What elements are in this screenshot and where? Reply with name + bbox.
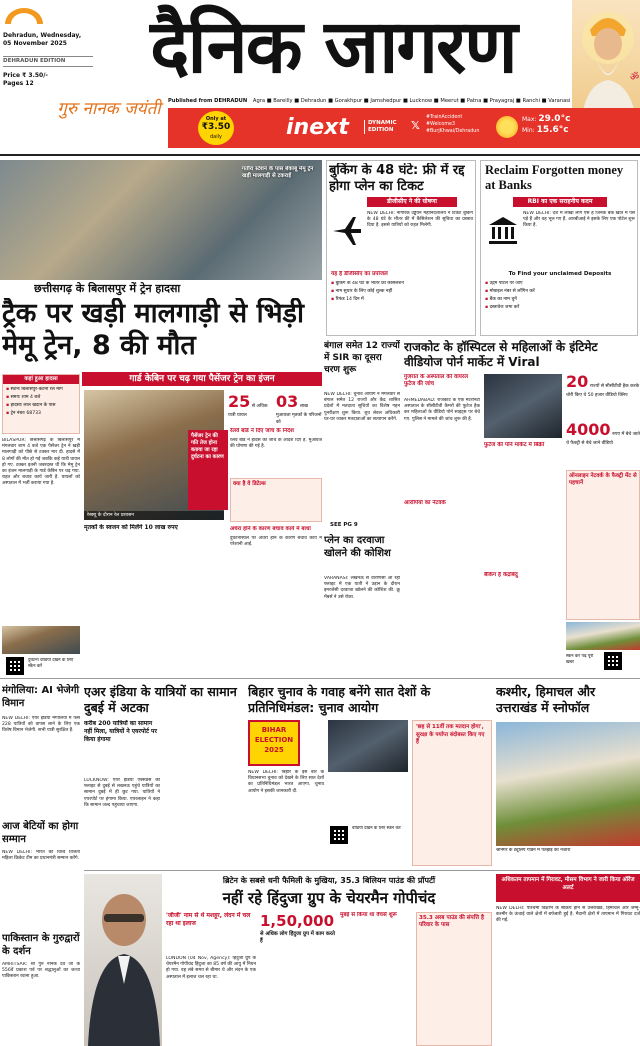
rajkot-bottom-photo: [566, 622, 640, 650]
hinduja-stat-number: 1,50,000: [260, 912, 335, 930]
inext-daily: daily: [210, 133, 222, 140]
darkness-heading: अंधेरा होने के कारण बचाव कार्य में बाधा: [230, 526, 311, 532]
followup-heading: मृतकों के स्वजन को मिलेंगे 10 लाख रुपए: [84, 524, 178, 531]
forgotten-point: ▪ मोबाइल नंबर से लॉगिन करें: [485, 289, 635, 295]
city-day: Dehradun, Wednesday,: [3, 32, 82, 39]
hinduja-body-2: [260, 960, 336, 1046]
edition: DEHRADUN EDITION: [3, 56, 93, 67]
booking-point: ▪ नाम सुधार के लिए कोई शुल्क नहीं: [331, 289, 471, 295]
airplane-icon: [331, 215, 363, 247]
pages: Pages 12: [3, 80, 34, 87]
rajkot-side-title: ऑनलाइन नेटवर्क के फैक्ट्री मेंट से पहचानें: [569, 473, 637, 486]
inext-tagline: DYNAMIC EDITION: [364, 120, 400, 134]
forgotten-point: ▪ बैंक का नाम चुनें: [485, 297, 635, 303]
lead-body: BILASPUR: छत्तीसगढ़ के बिलासपुर में मंगलवार शाम 4 बजे एक पैसेंजर ट्रेन ने खड़ी मालगाड़ी को पीछे से टक्कर मार दी. हादसे में 8 लोगों की मौत हो गई जबकि कई यात्री घायल हो गए. टक्कर इतनी जबरदस्त थी कि मेमू ट्रेन का इंजन मालगाड़ी के गार्ड केबिन पर चढ़ गया. राहत और बचाव कार्य जारी है. घायलों को अस्पताल में भर्ती कराया गया है.: [2, 438, 80, 487]
inext-strip: [168, 108, 640, 148]
sidebar-list: [6, 387, 78, 419]
snow-headline: कश्मीर, हिमाचल और उत्तराखंड में स्नोफॉल: [496, 684, 596, 715]
hinduja-stat-text: से अधिक लोग हिंदुजा ग्रुप में काम करते हैं: [260, 930, 335, 944]
forgotten-headline: Reclaim Forgotten money at Banks: [485, 163, 624, 192]
stat2-number: 03: [276, 392, 299, 411]
masthead-divider: [0, 154, 640, 156]
mid-divider: [0, 678, 640, 679]
hinduja-stat: [260, 912, 336, 956]
masthead: [0, 0, 640, 152]
stat2-text: लाख मुआवजा मृतकों के परिजनों को: [276, 404, 322, 424]
edition-cities: Agra ■ Bareilly ■ Dehradun ■ Gorakhpur ■ Jamshedpur ■ Lucknow ■ Meerut ■ Patna ■ Prayagraj ■ Ranchi ■ Varanasi: [252, 98, 571, 104]
booking-points: [331, 281, 471, 305]
airindia-pull-text: करीब 200 यात्रियों का सामान नहीं मिला, यात्रियों ने एयरपोर्ट पर किया हंगामा: [84, 720, 157, 743]
hinduja-kicker: ब्रिटेन के सबसे धनी फैमिली के मुखिया, 35.3 बिलियन पाउंड की प्रॉपर्टी: [222, 876, 436, 885]
booking-sub: यह है डीजीसीए का प्रपोजल: [331, 271, 388, 277]
photo2-caption: रेस्क्यू के दौरान रेल प्रशासन: [84, 511, 224, 520]
airindia-pull: [84, 720, 160, 776]
rajkot-sub1-text: [404, 510, 480, 540]
pull-quote-text: पैसेंजर ट्रेन की गति तेज होना बताया जा रहा दुर्घटना का कारण: [191, 433, 224, 460]
rajkot-qr-code[interactable]: [604, 652, 622, 670]
stat-box-1: [228, 392, 274, 424]
rajkot-qr-caption: स्कैन कर पढ़ें पूरी खबर: [566, 654, 594, 665]
x-icon: 𝕏: [411, 120, 420, 132]
hinduja-quote-text: 'जीजी' नाम से थे मशहूर, लंदन में चल रहा था इलाज: [166, 912, 251, 927]
lead-photo-caption: गतौरा स्टेशन के पास बेकाबू मेमू ट्रेन खड़ी मालगाड़ी से टकराई: [242, 166, 314, 179]
booking-story: [326, 160, 476, 336]
weather-readout: [522, 114, 602, 136]
hinduja-box2: [416, 912, 492, 1046]
lower-divider: [84, 870, 640, 871]
mid-heading: रेलवे बोर्ड ने दिए जांच के निर्देश: [230, 428, 294, 434]
snow-caption: श्रीनगर के ट्यूलिप गार्डन में पतझड़ का नजारा: [496, 848, 571, 853]
rajkot-stat1: [566, 372, 640, 416]
lead-sidebar: [2, 374, 80, 434]
rajkot-sub2-text: [484, 452, 562, 532]
forgotten-money-story: [480, 160, 638, 336]
rajkot-stat2-text: रुपए में बेचे जाते थे फैक्ट्री से बेचे जाने वीडियो: [566, 432, 640, 446]
forgotten-points: [485, 281, 635, 313]
lead-pull-quote: [188, 430, 228, 510]
airindia-headline: एअर इंडिया के यात्रियों का सामान दुबई में अटका: [84, 684, 237, 715]
hinduja-box1-title: मुंबई से किया था वेंचर्स शुरू: [340, 912, 397, 918]
bihar-qr-code[interactable]: [330, 826, 348, 844]
rajkot-stat1-number: 20: [566, 372, 589, 391]
guru-nanak-banner: [50, 94, 168, 150]
rajkot-tag: गुजरात के अस्पताल की वायरल फुटेज की जांच: [404, 374, 468, 387]
lead-subhead: गार्ड केबिन पर चढ़ गया पैसेंजर ट्रेन का इंजन: [82, 372, 322, 386]
darkness-text: दुर्घटनास्थल पर अंधेरा होने के कारण बचाव कार्य में परेशानी आई.: [230, 536, 322, 548]
airindia-body: LUCKNOW: एयर इंडिया एक्सप्रेस की फ्लाइट से दुबई से लखनऊ पहुंचे यात्रियों का सामान दुबई में ही छूट गया. यात्रियों ने एयरपोर्ट पर हंगामा किया. एयरलाइन ने कहा कि सामान जल्द पहुंचाया जाएगा.: [84, 778, 160, 808]
lead-photo: [0, 160, 322, 280]
sidebar-item: ▪ हादसाः लाल खदान के पास: [6, 403, 78, 409]
bihar-body: NEW DELHI: बिहार के इस बार के विधानसभा चुनाव को देखने के लिए सात देशों का प्रतिनिधिमंडल भारत आएगा. चुनाव आयोग ने इसकी जानकारी दी.: [248, 770, 324, 794]
rajkot-sub3-text: [484, 582, 562, 662]
sidebar-item: ▪ ट्रेन नंबरः 68733: [6, 411, 78, 417]
price: Price ₹ 3.50/-: [3, 72, 48, 79]
snow-photo: [496, 722, 640, 846]
max-label: Max:: [522, 116, 537, 123]
rajkot-headline: राजकोट के हॉस्पिटल से महिलाओं के इंटिमेट वीडियोज पोर्न मार्केट में Viral: [404, 340, 598, 369]
guru-nanak-text: गुरु नानक जयंती: [57, 99, 161, 119]
pakistan-body: AMRITSAR: श्री गुरु नानक देव जी के 556वें प्रकाश पर्व पर श्रद्धालुओं का जत्था पाकिस्तान रवाना हुआ.: [2, 962, 80, 980]
published-from: Published from DEHRADUN: [168, 98, 248, 104]
rajkot-stat2: [566, 420, 640, 464]
sir-see-page[interactable]: SEE PG 9: [330, 522, 358, 528]
lead-qr-caption: दुर्घटना वीडियो देखने के लिए स्कैन करें: [28, 658, 74, 669]
forgotten-find: To Find your unclaimed Deposits: [508, 271, 612, 277]
newspaper-title: दैनिक जागरण: [150, 4, 516, 90]
min-label: Min:: [522, 127, 535, 134]
booking-headline: बुकिंग के 48 घंटे: फ्री में रद्द होगा प्लेन का टिकट: [329, 163, 465, 194]
daughters-headline: आज बेटियों का होगा सम्मान: [2, 821, 79, 845]
rajkot-sub3: बैंकिंग है केंद्रबिंदु: [484, 572, 518, 578]
rajkot-stat2-number: 4000: [566, 420, 611, 439]
inext-price: ₹3.50: [201, 122, 231, 133]
forgotten-point: ▪ उद्गम पोर्टल पर जाएं: [485, 281, 635, 287]
hinduja-box1: [340, 912, 412, 1046]
rajkot-body: AHMEDABAD: राजकोट के एक मैटरनिटी अस्पताल के सीसीटीवी कैमरों की फुटेज हैक कर महिलाओं के वीडियो पोर्न साइट्स पर बेचे गए. पुलिस ने मामले की जांच शुरू की है.: [404, 398, 480, 422]
lead-location-line: छत्तीसगढ़ के बिलासपुर में ट्रेन हादसा: [34, 282, 181, 295]
rajkot-sub2: फुटेज की पोर्न मार्केट में बिक्री: [484, 442, 545, 448]
weather-bar-text: अधिकतम तापमान में गिरावट, मौसम विभाग ने जारी किया ऑरेंज अलर्ट: [501, 877, 635, 891]
airindia-body-2: [164, 720, 244, 868]
lead-headline: ट्रैक पर खड़ी मालगाड़ी से भिड़ी मेमू ट्रेन, 8 की मौत: [2, 298, 304, 361]
hinduja-box2-title: 35.3 अरब पाउंड की संपत्ति है परिवार के पास: [419, 915, 484, 928]
weather-bar: [496, 874, 640, 902]
bihar-badge-text: BIHAR ELECTION 2025: [254, 726, 294, 754]
plane-body: VARANASI: लखनऊ से वाराणसी आ रही फ्लाइट में एक यात्री ने उड़ान के दौरान इमरजेंसी दरवाजा खोलने की कोशिश की. क्रू मेंबर्स ने उसे रोका.: [324, 576, 400, 600]
plane-headline: प्लेन का दरवाजा खोलने की कोशिश: [324, 535, 391, 559]
bihar-headline: बिहार चुनाव के गवाह बनेंगे सात देशों के प्रतिनिधिमंडल: चुनाव आयोग: [248, 684, 431, 715]
stat1-text: से अधिक यात्री घायल: [228, 404, 268, 418]
sir-headline: बंगाल समेत 12 राज्यों में SIR का दूसरा चरण शुरू: [324, 341, 400, 375]
mid-text: रेलवे बोर्ड ने हादसे की जांच के आदेश दिए हैं. मुआवजे की घोषणा की गई है.: [230, 438, 322, 450]
sidebar-item: ▪ समयः शाम 4 बजे: [6, 395, 78, 401]
details-box: [230, 478, 322, 522]
ai-headline: मंगोलिया: AI भेजेगी विमान: [2, 685, 80, 709]
sidebar-item: ▪ स्थानः बिलासपुर-कटनी रेल मार्ग: [6, 387, 78, 393]
sidebar-tag: कहां हुआ हादसा: [3, 375, 79, 384]
min-temp: 15.6°c: [536, 125, 569, 135]
daughters-body: NEW DELHI: भारत की विश्व विजेता महिला क्रिकेट टीम का प्रधानमंत्री सम्मान करेंगे.: [2, 850, 80, 862]
booking-point: ▪ रिफंड 14 दिन में: [331, 297, 471, 303]
rajkot-sub1: आरोपियों का नेटवर्क: [404, 500, 446, 506]
hinduja-portrait: [84, 874, 162, 1046]
rajkot-photo: [484, 374, 562, 438]
sun-icon: [496, 116, 518, 138]
publication-strip: [168, 97, 640, 106]
forgotten-bar: RBI का एक सराहनीय कदम: [513, 197, 607, 207]
bihar-qr-caption: वीडियो देखने के लिए स्कैन करें: [352, 826, 401, 831]
sir-body: NEW DELHI: चुनाव आयोग ने मंगलवार से बंगाल समेत 12 राज्यों और केंद्र शासित प्रदेशों में मतदाता सूचियों का विशेष गहन पुनरीक्षण शुरू किया. बूथ लेवल अधिकारी घर-घर जाकर मतदाताओं का सत्यापन करेंगे.: [324, 392, 400, 422]
forgotten-point: ▪ दस्तावेज जमा करें: [485, 305, 635, 311]
inext-price-badge: [198, 111, 234, 145]
stat-box-2: [276, 392, 322, 424]
details-box-title: क्या है वे डिटेल्स: [233, 481, 266, 487]
weather-body: NEW DELHI: पश्चिमी विक्षोभ के सक्रिय होने से उत्तराखंड, हिमाचल और जम्मू-कश्मीर के ऊंचाई वाले क्षेत्रों में बर्फबारी हुई है. मैदानी क्षेत्रों में तापमान में गिरावट दर्ज की गई.: [496, 906, 640, 924]
booking-body: NEW DELHI: नागरिक उड्डयन महानिदेशालय ने टिकट बुकिंग के 48 घंटे के भीतर फ्री में कैंसिलेशन की सुविधा का प्रस्ताव दिया है. इससे यात्रियों को राहत मिलेगी.: [367, 211, 473, 229]
bihar-quote-box: [412, 720, 492, 866]
bank-icon: [487, 215, 519, 247]
lead-thumb-left: [2, 626, 80, 654]
sun-logo: [3, 6, 45, 26]
stat1-number: 25: [228, 392, 251, 411]
bihar-photo: [328, 720, 408, 772]
booking-point: ▪ बुकिंग के 48 घंटे के भीतर फ्री कैंसिलेशन: [331, 281, 471, 287]
followup-text: [84, 534, 226, 592]
booking-bar: डीजीसीए ने की घोषणा: [367, 197, 457, 207]
lead-qr-code[interactable]: [6, 657, 24, 675]
forgotten-body: NEW DELHI: देश में लाखों लोग ऐसे हैं जिनके बैंक खाते में पैसे पड़े हैं और वह भूल गए हैं. आरबीआई ने इसके लिए एक पोर्टल शुरू किया है.: [523, 211, 635, 229]
hashtags: #TrainAccident #Welcome3 #BurjKhwai/Dehradun: [426, 115, 480, 134]
hinduja-headline: नहीं रहे हिंदुजा ग्रुप के चेयरमैन गोपीचंद: [222, 889, 436, 907]
bihar-quote: 'छह से 11वीं तक मतदान होगा', सुरक्षा के पर्याप्त बंदोबस्त किए गए हैं: [416, 724, 485, 745]
svg-text:ॐ: ॐ: [630, 72, 640, 83]
pakistan-headline: पाकिस्तान के गुरुद्वारों के दर्शन: [2, 933, 80, 957]
max-temp: 29.0°c: [538, 114, 571, 124]
date: 05 November 2025: [3, 40, 67, 47]
hinduja-quote: [166, 912, 256, 952]
inext-only: Only at: [205, 116, 227, 122]
inext-logo: inext: [286, 115, 349, 140]
rajkot-stat1-text: राज्यों से सीसीटीवी हैक करके चोरी किए थे 50 हजार वीडियो क्लिप: [566, 384, 640, 398]
ai-body: NEW DELHI: एयर इंडिया मंगोलिया में फंसे 228 यात्रियों को वापस लाने के लिए एक विशेष विमान भेजेगी. सभी यात्री सुरक्षित हैं.: [2, 716, 80, 734]
hinduja-body: LONDON (04 Nov, Agency): हिंदुजा ग्रुप के चेयरमैन गोपीचंद हिंदुजा का 85 वर्ष की आयु में निधन हो गया. वह लंबे समय से बीमार थे और लंदन के एक अस्पताल में इलाज चल रहा था.: [166, 956, 256, 980]
rajkot-side-box: [566, 470, 640, 620]
bihar-badge: [248, 720, 300, 766]
